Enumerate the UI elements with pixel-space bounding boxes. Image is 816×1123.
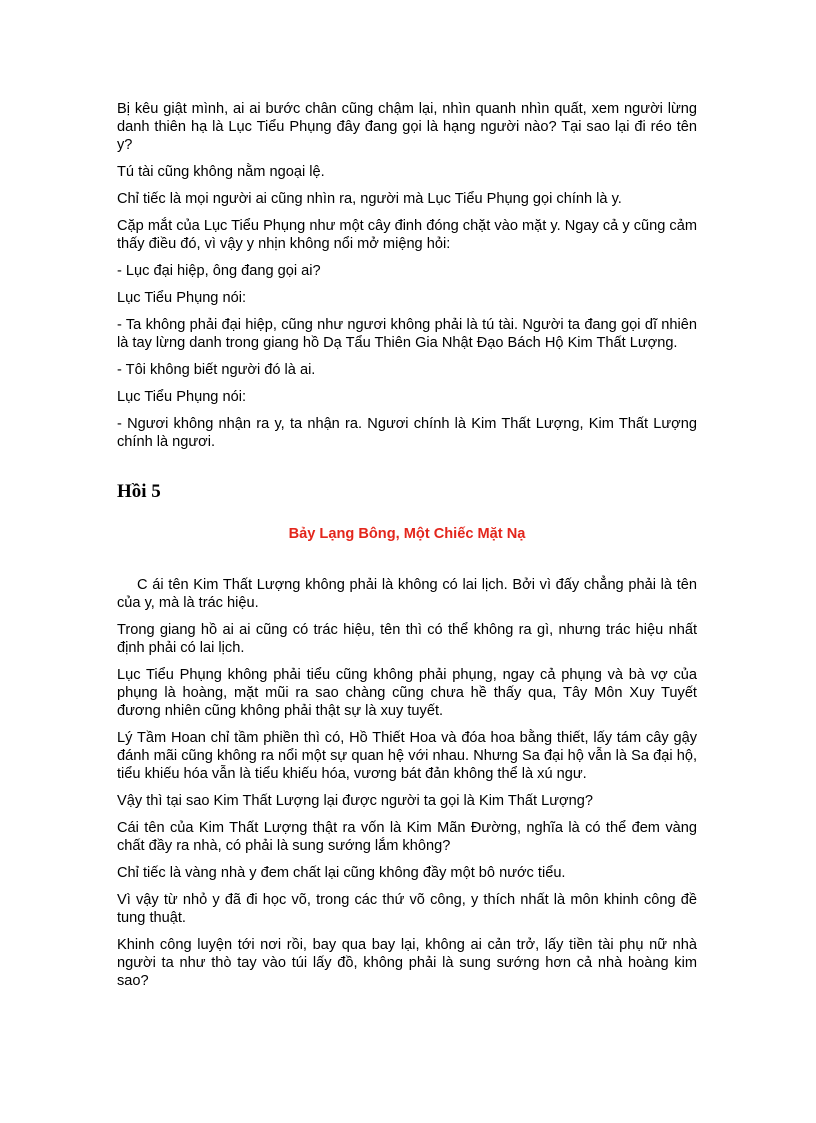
- chapter-subtitle: Bảy Lạng Bông, Một Chiếc Mặt Nạ: [288, 526, 526, 542]
- paragraph: Trong giang hồ ai ai cũng có trác hiệu, tên thì có thể không ra gì, nhưng trác hiệu nhất định phải có lai lịch.: [117, 622, 697, 656]
- dialogue-line: - Ta không phải đại hiệp, cũng như ngươi không phải là tú tài. Người ta đang gọi dĩ nhiên là tay lừng danh trong giang hồ Dạ Tẩu Thiên Gia Nhật Đạo Bách Hộ Kim Thất Lượng.: [117, 317, 697, 351]
- paragraph: Lục Tiểu Phụng nói:: [117, 389, 247, 405]
- chapter-heading: Hồi 5: [117, 481, 161, 502]
- dialogue-line: - Lục đại hiệp, ông đang gọi ai?: [117, 263, 321, 279]
- paragraph: Chỉ tiếc là vàng nhà y đem chất lại cũng không đầy một bô nước tiểu.: [117, 865, 566, 881]
- chapter-body: [117, 576, 697, 990]
- document-page: [117, 100, 697, 999]
- paragraph: Tú tài cũng không nằm ngoại lệ.: [117, 164, 325, 180]
- paragraph: Lý Tầm Hoan chỉ tầm phiền thì có, Hồ Thiết Hoa và đóa hoa bằng thiết, lấy tám cây gậy đánh mãi cũng không ra nổi một sự quan hệ với nhau. Nhưng Sa đại hộ vẫn là Sa đại hộ, tiểu khiếu hóa vẫn là tiểu khiếu hóa, vương bát đản không thể là xú ngư.: [117, 730, 697, 782]
- paragraph: Lục Tiểu Phụng không phải tiểu cũng không phải phụng, ngay cả phụng và bà vợ của phụng là hoàng, mặt mũi ra sao chàng cũng chưa hề thấy qua, Tây Môn Xuy Tuyết đương nhiên cũng không phải thật sự là xuy tuyết.: [117, 667, 697, 719]
- paragraph: Cặp mắt của Lục Tiểu Phụng như một cây đinh đóng chặt vào mặt y. Ngay cả y cũng cảm thấy điều đó, vì vậy y nhịn không nổi mở miệng hỏi:: [117, 218, 697, 252]
- paragraph: Khinh công luyện tới nơi rồi, bay qua bay lại, không ai cản trở, lấy tiền tài phụ nữ nhà người ta như thò tay vào túi lấy đồ, không phải là sung sướng hơn cả nhà hoàng kim sao?: [117, 937, 697, 989]
- paragraph: Lục Tiểu Phụng nói:: [117, 290, 247, 306]
- dialogue-line: - Tôi không biết người đó là ai.: [117, 362, 316, 378]
- paragraph: Vậy thì tại sao Kim Thất Lượng lại được người ta gọi là Kim Thất Lượng?: [117, 793, 593, 809]
- paragraph: Vì vậy từ nhỏ y đã đi học võ, trong các thứ võ công, y thích nhất là môn khinh công đề tung thuật.: [117, 892, 697, 926]
- paragraph: Bị kêu giật mình, ai ai bước chân cũng chậm lại, nhìn quanh nhìn quất, xem người lừng danh thiên hạ là Lục Tiểu Phụng đây đang gọi là hạng người nào? Tại sao lại đi réo tên y?: [117, 101, 697, 153]
- paragraph: Cái tên của Kim Thất Lượng thật ra vốn là Kim Mãn Đường, nghĩa là có thể đem vàng chất đầy ra nhà, có phải là sung sướng lắm không?: [117, 820, 697, 854]
- intro-section: [117, 100, 697, 451]
- paragraph: Chỉ tiếc là mọi người ai cũng nhìn ra, người mà Lục Tiểu Phụng gọi chính là y.: [117, 191, 622, 207]
- dialogue-line: - Ngươi không nhận ra y, ta nhận ra. Ngươi chính là Kim Thất Lượng, Kim Thất Lượng chính là ngươi.: [117, 416, 697, 450]
- paragraph: C ái tên Kim Thất Lượng không phải là không có lai lịch. Bởi vì đấy chẳng phải là tên của y, mà là trác hiệu.: [117, 577, 697, 611]
